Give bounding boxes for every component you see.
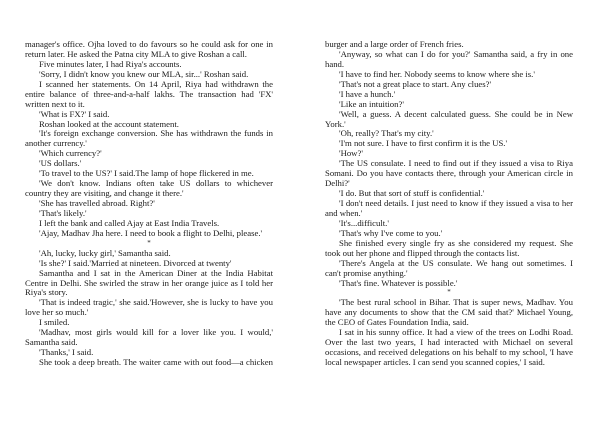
text-line: I scanned her statements. On 14 April, Riya had withdrawn the (39, 78, 273, 89)
text-line: 'What is FX?' I said. (39, 108, 110, 119)
paragraph (325, 239, 573, 259)
text-line: 'That is indeed tragic,' she said.'However, she is lucky to have you (39, 297, 273, 308)
paragraph (325, 50, 573, 70)
text-line: She finished every single fry as she considered my request. She (339, 237, 573, 248)
text-line: Samantha said. (25, 337, 78, 348)
text-line: love her so much.' (25, 307, 89, 318)
section-separator: * (447, 288, 451, 297)
paragraph (25, 229, 273, 239)
text-line: 'I have a hunch.' (339, 88, 396, 99)
text-line: Delhi?' (325, 178, 350, 189)
text-line: 'It's...difficult.' (339, 217, 389, 228)
text-line: 'Madhav, most girls would kill for a lover like you. I would,' (39, 327, 273, 338)
paragraph (25, 328, 273, 348)
text-line: Five minutes later, I had Riya's accounts. (39, 58, 182, 69)
text-line: 'It's foreign exchange conversion. She has withdrawn the funds in (39, 128, 273, 139)
text-line: 'Ajay, Madhav Jha here. I need to book a flight to Delhi, please.' (39, 227, 263, 238)
text-line: 'She has travelled abroad. Right?' (39, 198, 155, 208)
text-line: 'How?' (339, 148, 363, 159)
text-line: She took a deep breath. The waiter came with out food—a chicken (39, 357, 273, 367)
paragraph (325, 110, 573, 130)
text-line: 'Which currency?' (39, 148, 102, 159)
text-line: 'Ah, lucky, lucky girl,' Samantha said. (39, 247, 171, 258)
text-line: the CEO of Gates Foundation India, said. (325, 317, 469, 328)
paragraph (25, 110, 273, 120)
paragraph (25, 269, 273, 299)
text-line: return later. He asked the Patna city MLA to give Roshan a call. (25, 48, 247, 59)
text-line: 'The best rural school in Bihar. That is super news, Madhav. You (339, 297, 573, 308)
paragraph (325, 199, 573, 219)
text-line: I smiled. (39, 317, 70, 328)
text-line: 'Like an intuition?' (339, 98, 404, 109)
text-line: Samantha and I sat in the American Diner at the India Habitat (39, 267, 273, 278)
text-line: 'I'm not sure. I have to first confirm it is the US.' (339, 138, 508, 149)
text-line: took out her phone and flipped through the contacts list. (325, 247, 520, 258)
text-line: 'US dollars.' (39, 158, 82, 169)
text-line: 'We don't know. Indians often take US dollars to whichever (39, 178, 273, 189)
text-line: local newspaper articles. I can send you scanned copies,' I said. (325, 357, 545, 367)
text-line: hand. (325, 58, 345, 69)
text-line: 'Is she?' I said.'Married at nineteen. Divorced at twenty' (39, 257, 232, 268)
paragraph (25, 40, 273, 60)
text-line: burger and a large order of French fries. (325, 39, 464, 49)
paragraph (325, 298, 573, 328)
paragraph (325, 279, 573, 289)
paragraph (325, 159, 573, 189)
text-line: country they are visiting, and change it there.' (25, 188, 184, 199)
text-line: 'That's fine. Whatever is possible.' (339, 277, 458, 288)
text-line: and when.' (325, 207, 363, 218)
text-line: 'I have to find her. Nobody seems to know where she is.' (339, 68, 535, 79)
text-line: occasions, and received delegations on his behalf to my school, 'I have (325, 347, 573, 358)
paragraph (25, 298, 273, 318)
text-line: York.' (325, 118, 346, 129)
text-line: 'I don't need details. I just need to know if they issued a visa to her (339, 198, 573, 208)
paragraph (325, 328, 573, 368)
text-line: Roshan looked at the account statement. (39, 118, 179, 129)
text-line: 'That's likely.' (39, 207, 87, 218)
text-line: another currency.' (25, 138, 87, 149)
text-line: manager's office. Ojha loved to do favours so he could ask for one in (25, 39, 273, 49)
left-text-column (25, 40, 273, 368)
right-text-column (325, 40, 573, 368)
text-line: 'There's Angela at the US consulate. We hang out sometimes. I (339, 257, 573, 268)
paragraph (325, 259, 573, 279)
text-line: written next to it. (25, 98, 85, 109)
text-line: 'Anyway, so what can I do for you?' Samantha said, a fry in one (339, 48, 573, 59)
text-line: Centre in Delhi. She swirled the straw in her orange juice as I told her (25, 277, 273, 288)
paragraph (25, 358, 273, 368)
text-line: I sat in his sunny office. It had a view of the trees on Lodhi Road. (339, 327, 573, 338)
paragraph (25, 129, 273, 149)
text-line: 'Oh, really? That's my city.' (339, 128, 434, 139)
text-line: 'That's not a great place to start. Any clues?' (339, 78, 492, 89)
text-line: 'Thanks,' I said. (39, 347, 94, 358)
text-line: I left the bank and called Ajay at East India Travels. (39, 217, 220, 228)
section-separator: * (147, 238, 151, 247)
text-line: 'To travel to the US?' I said.The lamp of hope flickered in me. (39, 168, 254, 179)
text-line: entire balance of three-and-a-half lakhs. The transaction had 'FX' (25, 88, 273, 99)
text-line: 'That's why I've come to you.' (339, 227, 443, 238)
text-line: 'Sorry, I didn't know you knew our MLA, sir...' Roshan said. (39, 68, 249, 79)
text-line: have any documents to show that the CM said that?' Michael Young, (325, 307, 573, 318)
text-line: 'The US consulate. I need to find out if they issued a visa to Riya (339, 158, 573, 169)
text-line: 'I do. But that sort of stuff is confidential.' (339, 188, 485, 199)
text-line: can't promise anything.' (325, 267, 408, 278)
text-line: 'Well, a guess. A decent calculated guess. She could be in New (339, 108, 573, 119)
text-line: Over the last two years, I had interacted with Michael on several (325, 337, 573, 348)
paragraph (25, 80, 273, 110)
text-line: Somani. Do you have contacts there, through your American circle in (325, 168, 573, 179)
paragraph (25, 179, 273, 199)
text-line: Riya's story. (25, 287, 68, 298)
